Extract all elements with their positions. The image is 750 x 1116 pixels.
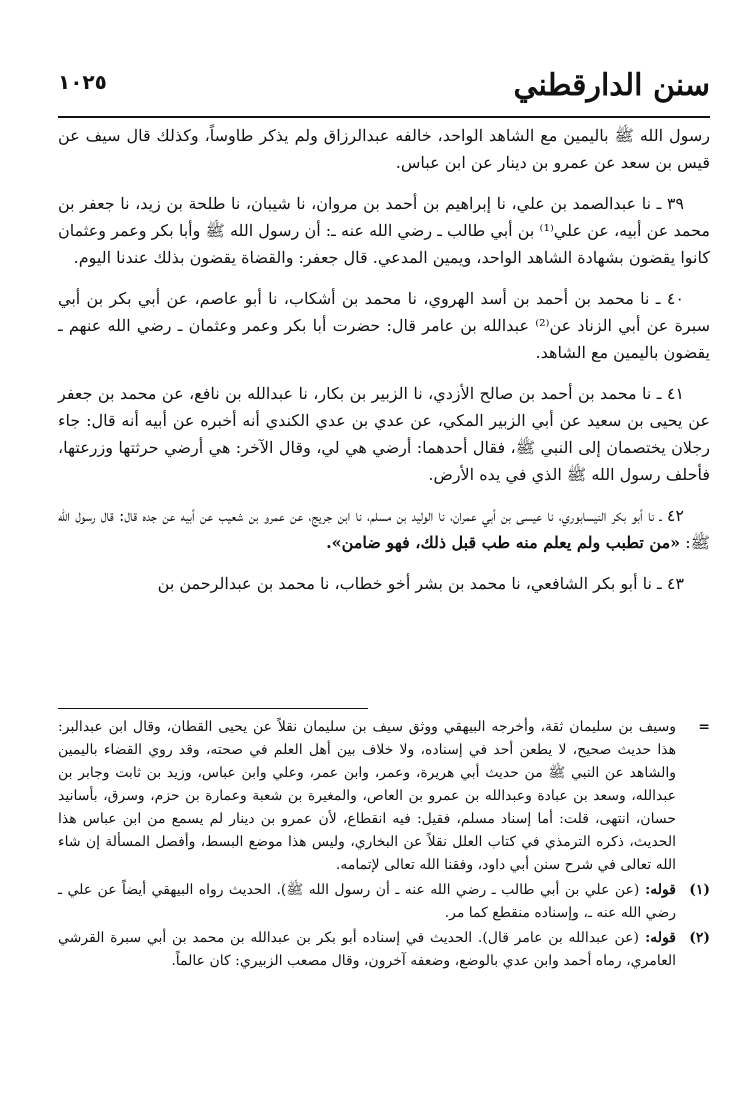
paragraph-text: ٤٣ ـ نا أبو بكر الشافعي، نا محمد بن بشر أخو خطاب، نا محمد بن عبدالرحمن بن <box>157 574 684 593</box>
header-divider <box>58 116 710 118</box>
footnote-1 <box>58 879 710 925</box>
footnote-lead: قوله: <box>639 882 676 898</box>
footnote-text <box>58 716 676 877</box>
footnote-lead: قوله: <box>638 930 676 946</box>
footnote-body: (عن عبدالله بن عامر قال). الحديث في إسناده أبو بكر بن عبدالله بن محمد بن أبي سبرة القرشي العامري، رماه أحمد وابن عدي بالوضع، وضعفه آخرون، وقال مصعب الزبيري: كان عالماً. <box>58 930 676 969</box>
hadith-42 <box>58 502 710 556</box>
footnote-text <box>58 879 676 925</box>
hadith-41 <box>58 380 710 488</box>
footnotes <box>58 716 710 975</box>
hadith-quote: «من تطبب ولم يعلم منه طب قبل ذلك، فهو ضامن». <box>326 533 681 552</box>
page-number: ١٠٢٥ <box>58 70 107 94</box>
footnote-2 <box>58 927 710 973</box>
footnote-divider <box>58 708 368 709</box>
footnote-mark: = <box>698 719 710 735</box>
book-title: سنن الدارقطني <box>513 68 710 103</box>
footnote-mark: (١) <box>689 882 710 898</box>
paragraph-text: ٣٩ ـ نا عبدالصمد بن علي، نا إبراهيم بن أحمد بن مروان، نا شيبان، نا طلحة بن زيد، نا جعفر بن محمد عن أبيه، عن علي⁽¹⁾ بن أبي طالب ـ رضي الله عنه ـ: أن رسول الله ﷺ وأبا بكر وعمر وعثمان كانوا يقضون بشهادة الشاهد الواحد، ويمين المدعي. قال جعفر: والقضاة يقضون بذلك عندنا اليوم. <box>58 194 711 267</box>
footnote-body: (عن علي بن أبي طالب ـ رضي الله عنه ـ أن رسول الله ﷺ). الحديث رواه البيهقي أيضاً عن علي ـ رضي الله عنه ـ، وإسناده منقطع كما مر. <box>58 882 676 921</box>
paragraph-text: ٤١ ـ نا محمد بن أحمد بن صالح الأزدي، نا الزبير بن بكار، نا عبدالله بن نافع، عن محمد بن جعفر عن يحيى بن سعيد عن أبي الزبير المكي، عن عدي بن عدي الكندي أنه أخبره عن أبيه أنه قال: جاء رجلان يختصمان إلى النبي ﷺ، فقال أحدهما: أرضي هي لي، وقال الآخر: هي أرضي حرثتها وزرعتها، فأحلف رسول الله ﷺ الذي في يده الأرض. <box>58 384 710 484</box>
main-text <box>58 122 710 611</box>
footnote-mark: (٢) <box>689 930 710 946</box>
footnote-text <box>58 927 676 973</box>
paragraph-text: رسول الله ﷺ باليمين مع الشاهد الواحد، خالفه عبدالرزاق ولم يذكر طاوساً، وكذلك قال سيف عن قيس بن سعد عن عمرو بن دينار عن ابن عباس. <box>58 126 711 172</box>
hadith-39 <box>58 190 710 271</box>
hadith-43 <box>58 570 710 597</box>
paragraph-intro <box>58 122 710 176</box>
paragraph-text: ٤٠ ـ نا محمد بن أحمد بن أسد الهروي، نا محمد بن أشكاب، نا أبو عاصم، عن أبي بكر بن أبي سبرة عن أبي الزناد عن⁽²⁾ عبدالله بن عامر قال: حضرت أبا بكر وعمر وعثمان ـ رضي الله عنهم ـ يقضون باليمين مع الشاهد. <box>58 289 710 362</box>
paragraph-text: ٤٢ ـ نا أبو بكر النيسابوري، نا عيسى بن أبي عمران، نا الوليد بن مسلم، نا ابن جريج، عن عمرو بن شعيب عن أبيه عن جده قال: قال رسول الله ﷺ: <box>58 506 710 552</box>
footnote-body: وسيف بن سليمان ثقة، وأخرجه البيهقي ووثق سيف بن سليمان نقلاً عن يحيى القطان، وقال ابن عبدالبر: هذا حديث صحيح، لا يطعن أحد في إسناده، ولا خلاف بين أهل العلم في صحته، وقد روي القضاء باليمين والشاهد عن النبي ﷺ من حديث أبي هريرة، وعمر، وابن عمر، وعلي وابن عباس، وزيد بن ثابت وجابر بن عبدالله، وسعد بن عبادة وعبدالله بن عمرو بن العاص، والمغيرة بن شعبة وعمارة بن حزم، وسرق، بأسانيد حسان، انتهى، قلت: أما إسناد مسلم، فقيل: فيه انقطاع، لأن عمرو بن دينار لم يسمع من ابن عباس هذا الحديث، ذكره الترمذي في كتاب العلل نقلاً عن البخاري، وليس هذا موضع البسط، وأفصل المسألة إن شاء الله تعالى في شرح سنن أبي داود، وفقنا الله تعالى لإتمامه. <box>58 719 676 873</box>
page-header <box>58 60 710 116</box>
footnote-continued <box>58 716 710 877</box>
document-page <box>58 60 710 1100</box>
hadith-40 <box>58 285 710 366</box>
